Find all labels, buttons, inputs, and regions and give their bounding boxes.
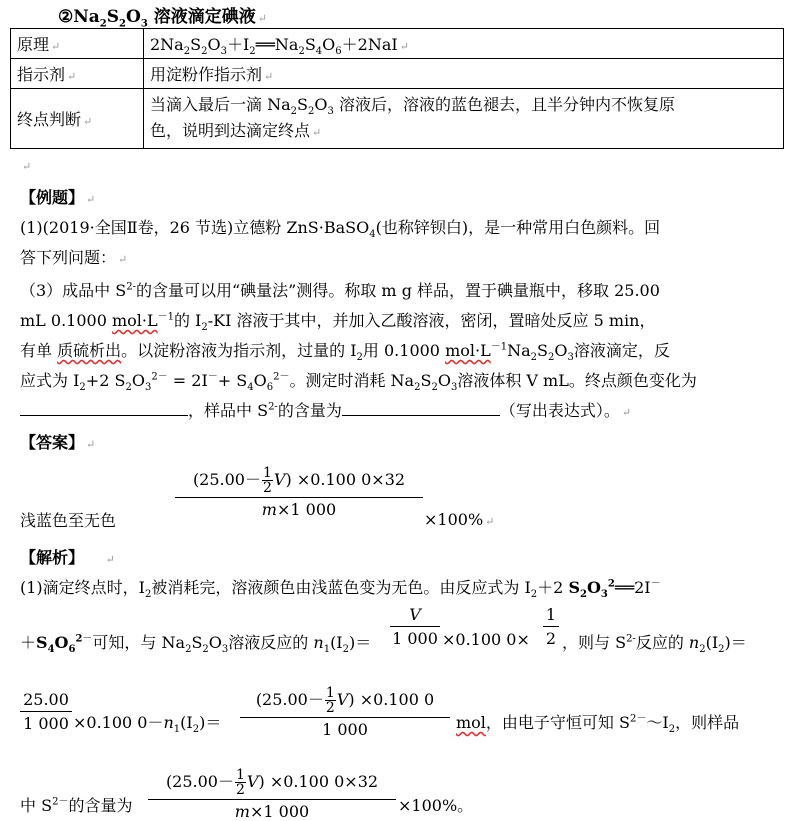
analysis-line2b: ×0.100 0× [442, 630, 530, 649]
analysis-frac-v [390, 605, 440, 648]
frac-num: (25.00－ $\frac{1}{2}$ V) ×0.100 0×32 [148, 768, 396, 800]
analysis-line2c: ，则与 $S^{2-}$反应的 $n_2(I_2)=$ [562, 633, 747, 656]
paragraph-mark: ↵ [22, 160, 32, 173]
answer-heading: 【答案】 ↵ [20, 433, 96, 452]
frac-num: (25.00－ $\frac{1}{2}$ V) ×0.100 0 [240, 686, 450, 718]
analysis-line2a: $+S_4O_6^{2-}$可知，与 $Na_2S_2O_3$溶液反应的 $n_1(I_2)=$ [20, 633, 372, 656]
q3-line1: （3）成品中 $S^{2-}$的含量可以用“碘量法”测得。称取 m g 样品，置于碘量瓶中，移取 25.00 [20, 281, 660, 300]
answer-color-change: 浅蓝色至无色 [20, 511, 117, 530]
analysis-heading-text: 【解析】 [20, 548, 85, 567]
q1-line2: 答下列问题： ↵ [20, 248, 128, 267]
analysis-line1: (1)滴定终点时，$I_2$被消耗完，溶液颜色由浅蓝色变为无色。由反应式为 $I_2+2$ $S_2O_3^2══2I^-$ [20, 578, 661, 601]
row-content: $2Na_2S_2O_3+I_2══Na_2S_4O_6+2NaI$ ↵ [144, 29, 784, 59]
frac-num: 25.00 [20, 690, 72, 712]
analysis-line3b: mol，由电子守恒可知 $S^{2-}\sim I_2$，则样品 [456, 713, 740, 736]
q1-line1: (1)(2019·全国Ⅱ卷，26 节选)立德粉 ZnS·BaSO$_4$(也称锌钡白)，是一种常用白色颜料。回 [20, 218, 661, 241]
analysis-heading: 【解析】 ↵ [20, 548, 115, 567]
analysis-frac-25 [20, 690, 72, 733]
answer-heading-text: 【答案】 [20, 433, 85, 452]
q3-line5-tail: （写出表达式）。 [499, 401, 620, 420]
row-label: 原理 ↵ [11, 29, 144, 59]
answer-frac-den: m×1 000 [261, 500, 337, 519]
endpoint-text-2: 色，说明到达滴定终点 [150, 120, 311, 140]
analysis-frac-big [240, 686, 450, 739]
answer-suffix-text: ×100% [424, 510, 484, 529]
table-row [11, 29, 784, 59]
q3-line3: 有单 质硫析出。以淀粉溶液为指示剂，过量的 $I_2$用 0.1000 $mol\cdot L^{-1}Na_2S_2O_3$溶液滴定，反 [20, 341, 670, 364]
frac-den: 1 000 [23, 714, 69, 733]
section-title: $②Na_2S_2O_3$ 溶液滴定碘液 ↵ [58, 7, 267, 30]
analysis-frac-half [543, 605, 559, 648]
table-row [11, 59, 784, 89]
q3-line5: ，样品中 $S^{2-}$的含量为 （写出表达式）。 ↵ [20, 398, 631, 421]
q1-line2-text: 答下列问题： [20, 248, 117, 267]
answer-frac-num: (25.00－ $\frac{1}{2}$ V) ×0.100 0×32 [175, 466, 423, 498]
analysis-line4b: ×100%。 [398, 796, 474, 815]
frac-num-text: V [409, 605, 421, 624]
indicator-text: 用淀粉作指示剂 [150, 65, 263, 84]
row-label: 终点判断 ↵ [11, 89, 144, 149]
frac-den: 1 000 [322, 720, 368, 739]
q3-line2: mL 0.1000 $mol\cdot L^{-1}$的 $I_2-KI$ 溶液于其中，并加入乙酸溶液，密闭，置暗处反应 5 min， [20, 311, 656, 334]
example-heading-text: 【例题】 [20, 188, 85, 207]
frac-num: 1 [543, 605, 559, 627]
row-label: 指示剂 ↵ [11, 59, 144, 89]
frac-num [390, 605, 440, 627]
analysis-line3a: ×0.100 $0-n_1(I_2)=$ [73, 713, 222, 736]
blank-2 [342, 401, 500, 416]
analysis-frac-final [148, 768, 396, 821]
blank-1 [20, 401, 188, 416]
row-content: 用淀粉作指示剂 ↵ [144, 59, 784, 89]
frac-den: 2 [545, 629, 557, 648]
frac-den: 1 000 [392, 629, 438, 648]
titration-table [10, 28, 784, 149]
q3-line4: 应式为 $I_2+2$ $S_2O_3^{2-} = 2I^-+ S_4O_6^{2-}$。测定时消耗 $Na_2S_2O_3$溶液体积 V mL。终点颜色变化为 [20, 371, 697, 394]
answer-fraction [175, 466, 423, 519]
example-heading: 【例题】 ↵ [20, 188, 96, 207]
row-content: 当滴入最后一滴 $Na_2S_2O_3$ 溶液后，溶液的蓝色褪去，且半分钟内不恢复原 色，说明到达滴定终点 ↵ [144, 89, 784, 149]
frac-den: m×1 000 [234, 802, 310, 821]
answer-suffix: ×100% ↵ [424, 510, 495, 529]
table-row [11, 89, 784, 149]
analysis-line4a: 中 $S^{2-}$的含量为 [20, 796, 133, 815]
